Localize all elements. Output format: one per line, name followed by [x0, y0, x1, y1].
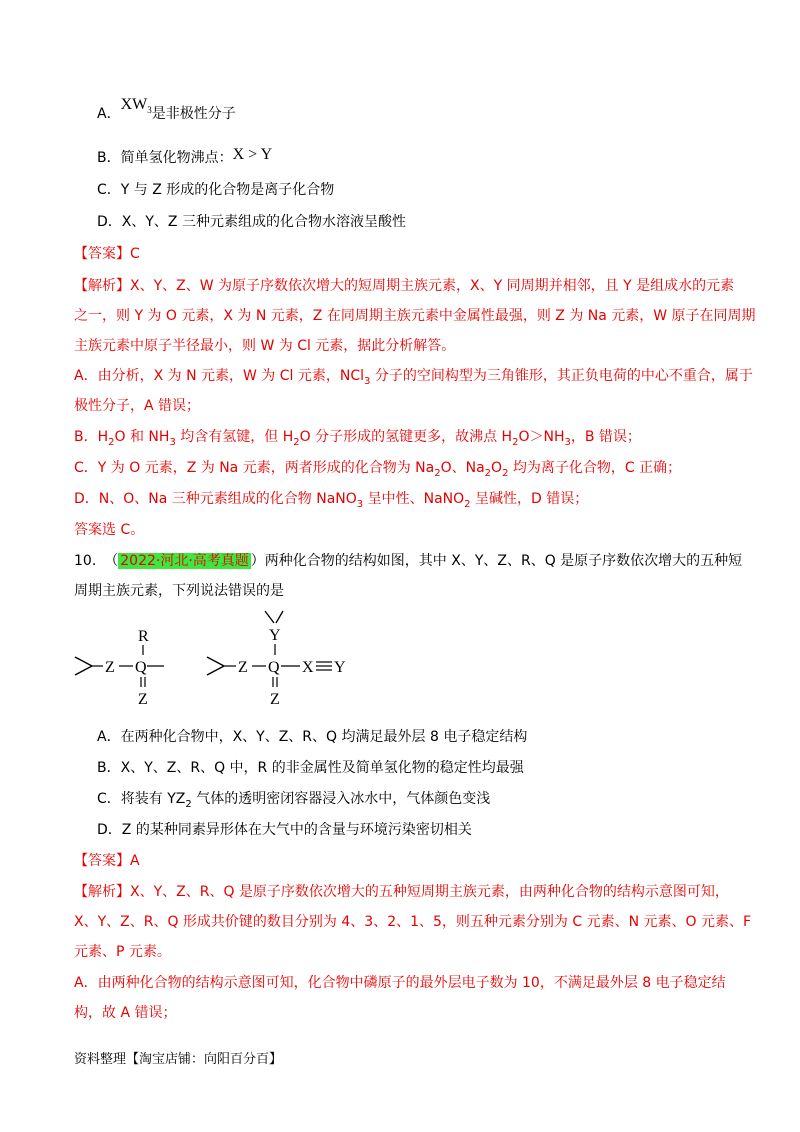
left-z-bottom: Z: [138, 691, 148, 708]
right-z-bottom: Z: [270, 691, 280, 708]
structure-right: [207, 611, 346, 708]
structure-left: [75, 628, 164, 708]
page-footer: 资料整理【淘宝店铺：向阳百分百】: [74, 1052, 283, 1067]
left-q-center: Q: [135, 659, 147, 676]
q10-analysis-a2: 构，故 A 错误；: [74, 1005, 177, 1021]
right-z-link: Z: [238, 659, 248, 676]
formula-x-gt-y: X > Y: [232, 146, 273, 163]
q10-stem-line1: 10. （ 2022·河北·高考真题 ）两种化合物的结构如图，其中 X、Y、Z、R、Q 是原子序数依次增大的五种短: [74, 553, 743, 569]
q9-analysis-line1: 【解析】X、Y、Z、W 为原子序数依次增大的短周期主族元素，X、Y 同周期并相邻，且 Y 是组成水的元素: [74, 278, 735, 294]
q10-analysis-line3: 元素、P 元素。: [74, 944, 171, 960]
q9-analysis-d: D．N、O、Na 三种元素组成的化合物 NaNO$_3$ 呈中性、NaNO$_2$ 呈碱性，D 错误；: [74, 491, 589, 510]
right-x-tail: X: [302, 659, 314, 676]
q10-answer: 【答案】A: [74, 853, 140, 869]
q10-source-tag: 2022·河北·高考真题: [120, 553, 249, 569]
q10-option-d: D．Z 的某种同素异形体在大气中的含量与环境污染密切相关: [97, 822, 472, 838]
right-q-center: Q: [268, 659, 280, 676]
q10-option-c: C．将装有 $YZ_2$ 气体的透明密闭容器浸入冰水中，气体颜色变浅: [97, 791, 491, 810]
q9-analysis-a1: A．由分析，X 为 N 元素，W 为 Cl 元素，NCl$_3$ 分子的空间构型为三角锥形，其正负电荷的中心不重合，属于: [74, 368, 753, 387]
left-r-top: R: [138, 628, 149, 645]
q9-option-c: C．Y 与 Z 形成的化合物是离子化合物: [97, 182, 335, 198]
q9-analysis-a2: 极性分子，A 错误；: [74, 398, 201, 414]
q9-answer: 【答案】C: [74, 246, 140, 262]
q10-option-a: A．在两种化合物中，X、Y、Z、R、Q 均满足最外层 8 电子稳定结构: [97, 729, 528, 745]
q10-option-b: B．X、Y、Z、R、Q 中，R 的非金属性及简单氢化物的稳定性均最强: [97, 760, 524, 776]
q10-stem-line2: 周期主族元素，下列说法错误的是: [74, 583, 284, 599]
q9-option-d: D．X、Y、Z 三种元素组成的化合物水溶液呈酸性: [97, 214, 406, 230]
q9-analysis-line3: 主族元素中原子半径最小，则 W 为 Cl 元素，据此分析解答。: [74, 338, 456, 354]
left-z-link: Z: [105, 659, 115, 676]
formula-xw3: $XW_3$: [120, 96, 152, 115]
q10-number: 10.: [74, 553, 97, 569]
q9-analysis-b: B．$H_2O$ 和 $NH_3$ 均含有氢键，但 $H_2O$ 分子形成的氢键更多，故沸点 $H_2O>NH_3$，B 错误；: [74, 429, 641, 448]
q10-analysis-a1: A．由两种化合物的结构示意图可知，化合物中磷原子的最外层电子数为 10，不满足最外层 8 电子稳定结: [74, 975, 726, 991]
q9-analysis-line2: 之一，则 Y 为 O 元素，X 为 N 元素，Z 在同周期主族元素中金属性最强，则 Z 为 Na 元素，W 原子在同周期: [74, 308, 756, 324]
q9-option-a: A．$XW_3$是非极性分子: [97, 96, 236, 122]
right-y-top: Y: [269, 627, 281, 644]
right-y-tail: Y: [334, 659, 346, 676]
q10-structure-diagram: [0, 605, 800, 715]
q9-analysis-c: C．Y 为 O 元素，Z 为 Na 元素，两者形成的化合物为 $Na_2O$、$Na_2O_2$ 均为离子化合物，C 正确；: [74, 460, 682, 479]
q10-analysis-line2: X、Y、Z、R、Q 形成共价键的数目分别为 4、3、2、1、5，则五种元素分别为 C 元素、N 元素、O 元素、F: [74, 914, 752, 930]
q9-option-b: B．简单氢化物沸点：X > Y: [97, 146, 273, 166]
q9-conclusion: 答案选 C。: [74, 522, 145, 538]
q10-analysis-line1: 【解析】X、Y、Z、R、Q 是原子序数依次增大的五种短周期主族元素，由两种化合物的结构示意图可知，: [74, 884, 729, 900]
